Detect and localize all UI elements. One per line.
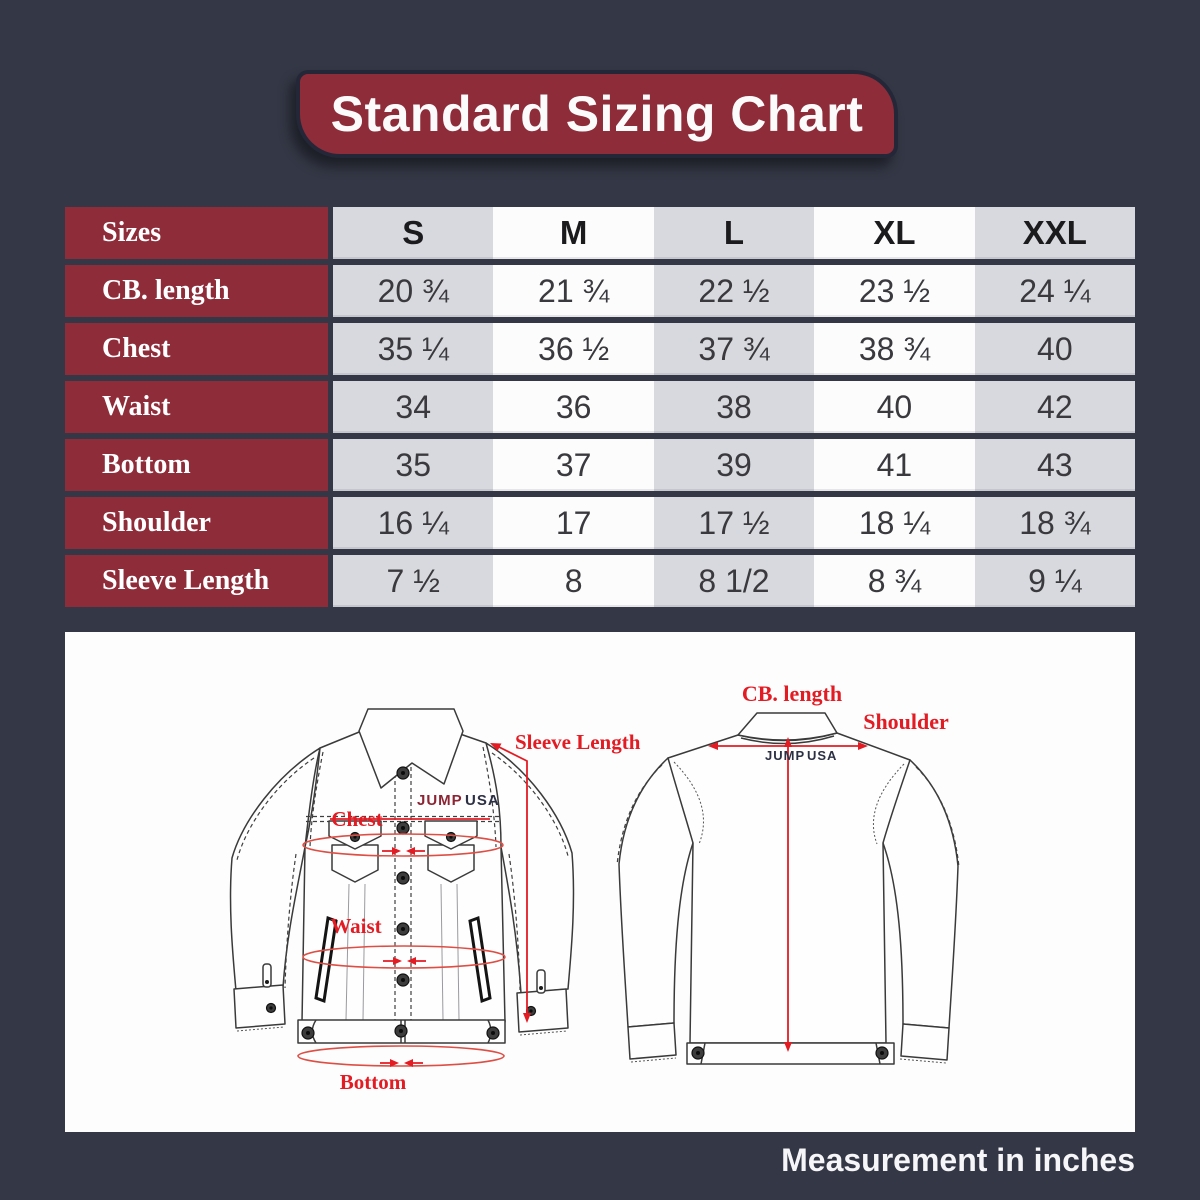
- cell-value: 16 ¼: [333, 497, 493, 549]
- table-row-bottom: [65, 439, 1135, 491]
- cell-value: 24 ¼: [975, 265, 1135, 317]
- chest-label: Chest: [331, 807, 383, 831]
- cell-value: 43: [975, 439, 1135, 491]
- cell-value: 37: [493, 439, 653, 491]
- back-body: [668, 733, 910, 1043]
- sleeve-length-label: Sleeve Length: [515, 730, 641, 754]
- brand-logo-jump-back: JUMP: [765, 748, 806, 763]
- row-label: Chest: [65, 323, 328, 375]
- cell-value: 18 ¾: [975, 497, 1135, 549]
- back-right-cuff: [901, 1024, 949, 1060]
- column-header-s: S: [333, 207, 493, 259]
- header-label-cell: Sizes: [65, 207, 328, 259]
- cell-value: 42: [975, 381, 1135, 433]
- cell-value: 39: [654, 439, 814, 491]
- cell-value: 38 ¾: [814, 323, 974, 375]
- shoulder-label: Shoulder: [863, 709, 949, 734]
- table-row-chest: [65, 323, 1135, 375]
- cell-value: 20 ¾: [333, 265, 493, 317]
- row-label: Bottom: [65, 439, 328, 491]
- cell-value: 17: [493, 497, 653, 549]
- bottom-label: Bottom: [339, 1070, 407, 1094]
- cell-value: 34: [333, 381, 493, 433]
- footer-note: Measurement in inches: [781, 1142, 1135, 1178]
- column-header-xl: XL: [814, 207, 974, 259]
- column-header-xxl: XXL: [975, 207, 1135, 259]
- table-row-waist: [65, 381, 1135, 433]
- size-table: [65, 207, 1135, 613]
- cell-value: 21 ¾: [493, 265, 653, 317]
- cell-value: 8: [493, 555, 653, 607]
- brand-logo-jump-front: JUMP: [417, 792, 463, 809]
- cell-value: 37 ¾: [654, 323, 814, 375]
- front-right-cuff: [517, 989, 568, 1032]
- jacket-diagram: [65, 632, 1135, 1132]
- cell-value: 8 ¾: [814, 555, 974, 607]
- row-label: Sleeve Length: [65, 555, 328, 607]
- cell-value: 41: [814, 439, 974, 491]
- cell-value: 22 ½: [654, 265, 814, 317]
- table-row-cb-length: [65, 265, 1135, 317]
- back-collar: [738, 713, 837, 740]
- cell-value: 36: [493, 381, 653, 433]
- front-left-cuff: [234, 985, 285, 1028]
- back-left-cuff: [628, 1023, 676, 1059]
- cell-value: 17 ½: [654, 497, 814, 549]
- cell-value: 40: [814, 381, 974, 433]
- cb-length-label: CB. length: [741, 681, 843, 706]
- page-title: Standard Sizing Chart: [330, 86, 864, 142]
- table-header-row: [65, 207, 1135, 259]
- column-header-m: M: [493, 207, 653, 259]
- cell-value: 23 ½: [814, 265, 974, 317]
- cell-value: 38: [654, 381, 814, 433]
- back-waistband: [687, 1043, 894, 1064]
- cell-value: 36 ½: [493, 323, 653, 375]
- cell-value: 18 ¼: [814, 497, 974, 549]
- brand-logo-usa-front: USA: [465, 792, 500, 809]
- brand-logo-usa-back: USA: [807, 748, 838, 763]
- cell-value: 8 1/2: [654, 555, 814, 607]
- jacket-front-view: [231, 709, 641, 1094]
- waist-label: Waist: [330, 914, 382, 938]
- cell-value: 7 ½: [333, 555, 493, 607]
- bottom-measure-ellipse: [298, 1046, 504, 1066]
- column-header-l: L: [654, 207, 814, 259]
- cell-value: 35 ¼: [333, 323, 493, 375]
- jacket-back-view: [617, 681, 959, 1064]
- row-label: CB. length: [65, 265, 328, 317]
- row-label: Shoulder: [65, 497, 328, 549]
- table-row-shoulder: [65, 497, 1135, 549]
- measurement-diagram-panel: [65, 632, 1135, 1132]
- table-row-sleeve-length: [65, 555, 1135, 607]
- cell-value: 40: [975, 323, 1135, 375]
- cell-value: 9 ¼: [975, 555, 1135, 607]
- cell-value: 35: [333, 439, 493, 491]
- row-label: Waist: [65, 381, 328, 433]
- title-banner: [296, 70, 898, 158]
